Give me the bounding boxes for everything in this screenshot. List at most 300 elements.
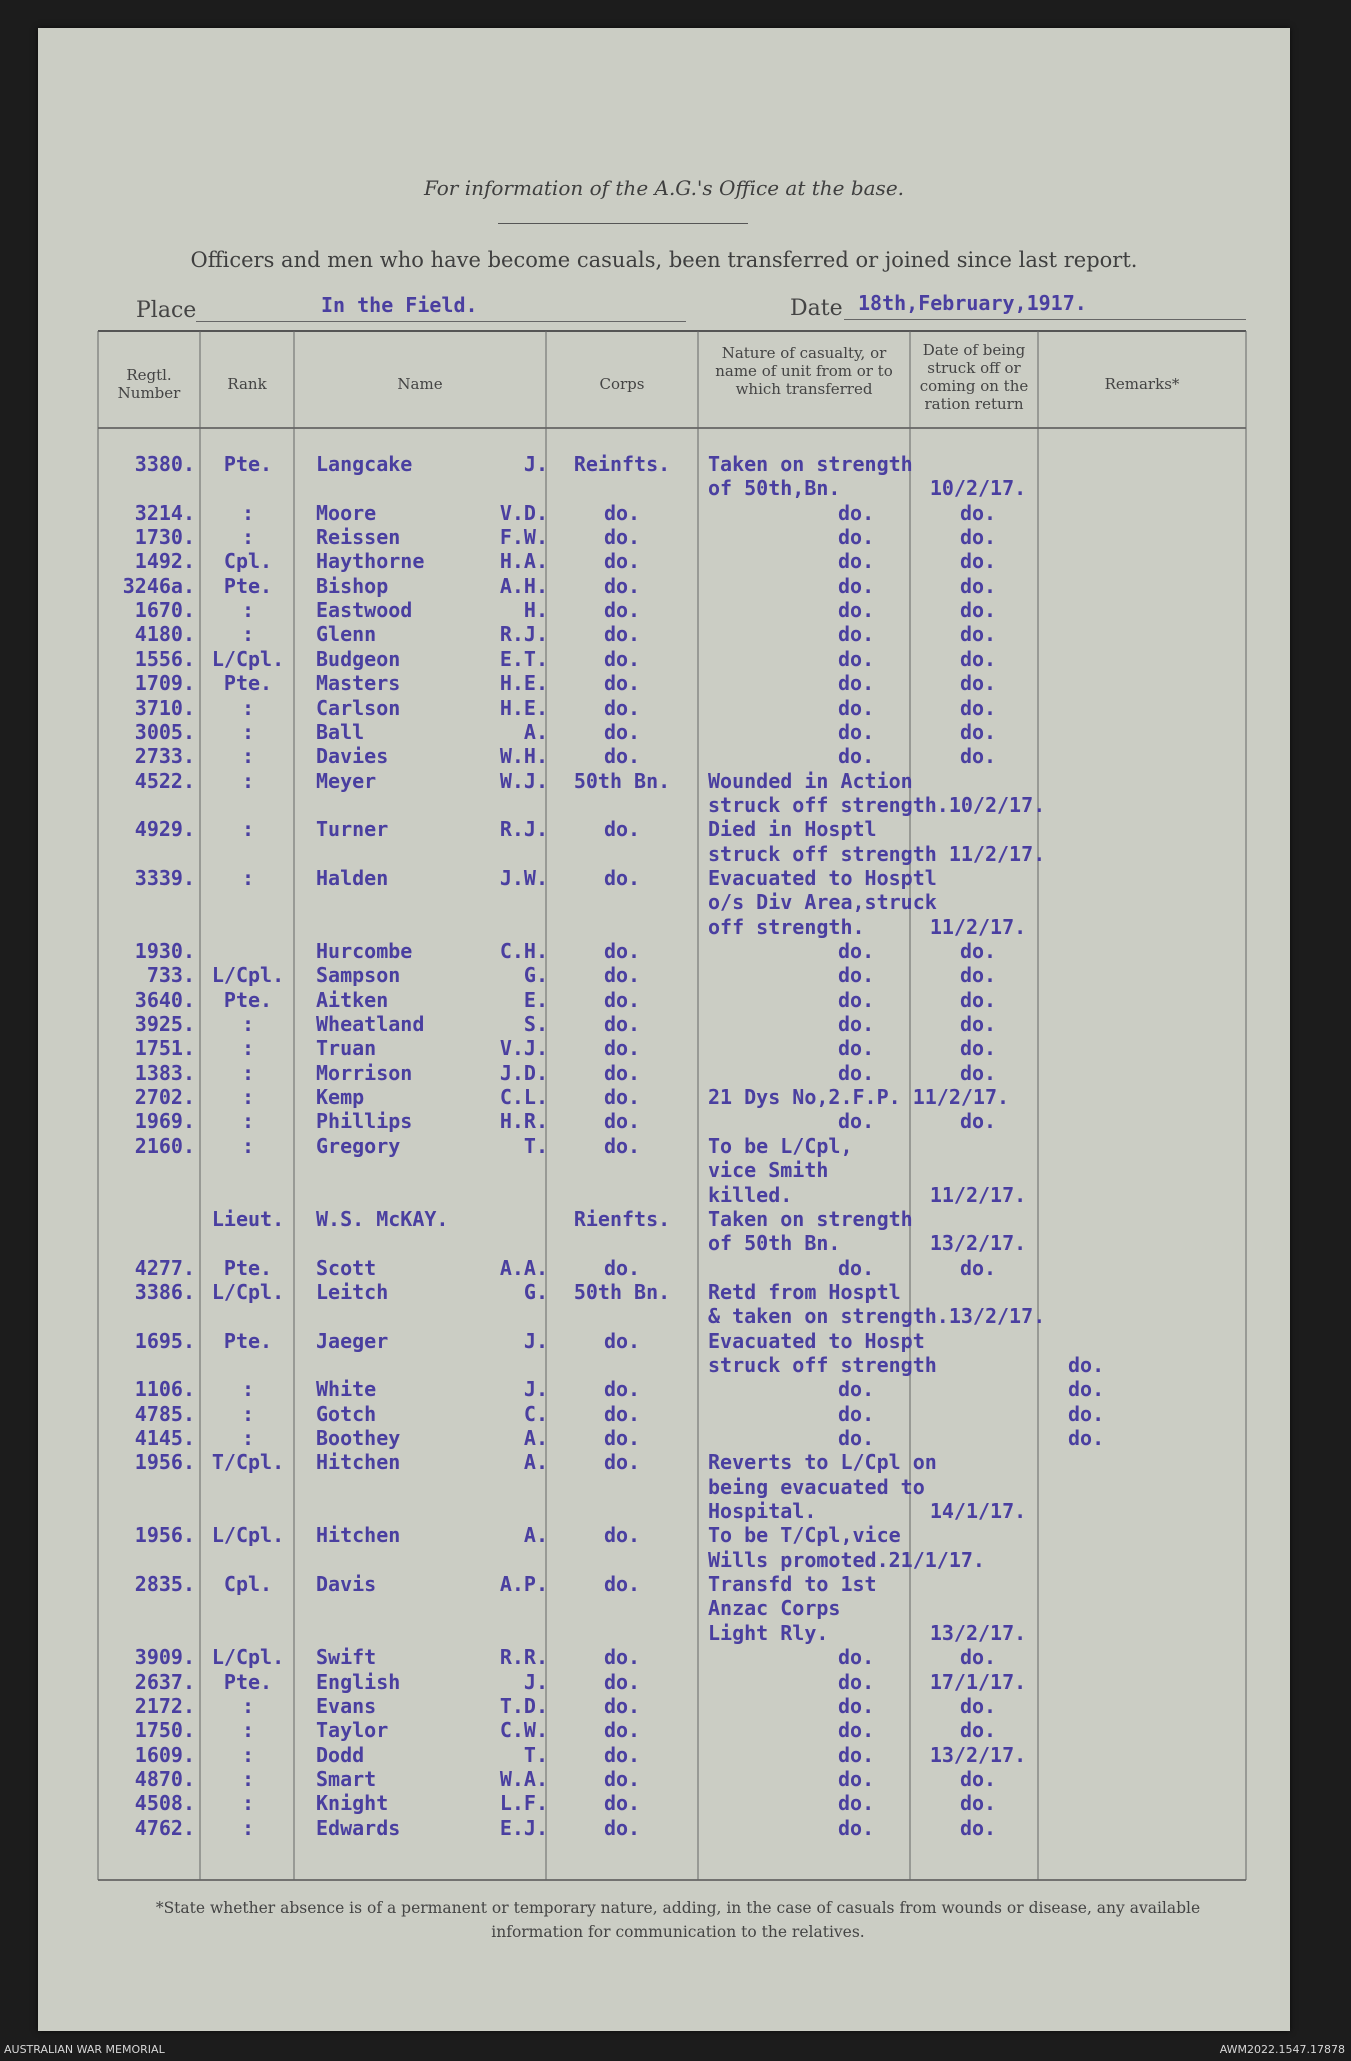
corps-cell: do. bbox=[603, 1133, 641, 1158]
initials-cell: A.P. bbox=[499, 1572, 548, 1597]
nature-cell: do. bbox=[838, 646, 875, 671]
corps-cell: do. bbox=[603, 525, 641, 550]
date-cell: do. bbox=[959, 1766, 997, 1791]
name-cell: Hitchen bbox=[316, 1523, 401, 1548]
date-cell: do. bbox=[959, 1255, 997, 1280]
nature-cell: killed. bbox=[708, 1182, 793, 1207]
nature-cell: Died in Hosptl bbox=[708, 817, 877, 842]
rank-cell: : bbox=[241, 1060, 255, 1085]
regtl-number-cell: 1670. bbox=[134, 598, 195, 623]
date-cell: do. bbox=[959, 525, 997, 550]
rank-cell: : bbox=[241, 622, 255, 647]
corps-cell: do. bbox=[603, 1815, 641, 1840]
date-cell: do. bbox=[959, 695, 997, 720]
regtl-number-cell: 4508. bbox=[134, 1791, 195, 1816]
corps-cell: do. bbox=[603, 1791, 641, 1816]
nature-cell: do. bbox=[838, 1645, 875, 1670]
corps-cell: do. bbox=[603, 1426, 641, 1450]
nature-cell: being evacuated to bbox=[708, 1474, 925, 1499]
nature-cell: do. bbox=[838, 987, 875, 1012]
rank-cell: Pte. bbox=[223, 573, 273, 598]
nature-cell: Wills promoted.21/1/17. bbox=[708, 1547, 985, 1572]
corps-cell: do. bbox=[603, 1450, 641, 1475]
nature-cell: To be L/Cpl, bbox=[708, 1133, 853, 1158]
date-cell: do. bbox=[959, 549, 997, 574]
initials-cell: F.W. bbox=[499, 525, 548, 550]
regtl-number-cell: 2702. bbox=[134, 1085, 195, 1110]
name-cell: Langcake bbox=[316, 452, 413, 476]
nature-cell: & taken on strength.13/2/17. bbox=[708, 1304, 1046, 1329]
regtl-number-cell: 1751. bbox=[134, 1036, 195, 1061]
initials-cell: E.J. bbox=[499, 1815, 548, 1840]
rank-cell: : bbox=[241, 695, 255, 720]
report-heading: Officers and men who have become casuals, been transferred or joined since last report. bbox=[190, 248, 1138, 272]
initials-cell: J.D. bbox=[499, 1060, 548, 1085]
initials-cell: C.W. bbox=[499, 1718, 548, 1743]
name-cell: W.S. McKAY. bbox=[316, 1206, 449, 1231]
corps-cell: do. bbox=[603, 987, 641, 1012]
date-cell: do. bbox=[959, 1109, 997, 1134]
nature-cell: of 50th Bn. bbox=[708, 1231, 841, 1256]
name-cell: White bbox=[316, 1377, 377, 1402]
corps-cell: 50th Bn. bbox=[573, 768, 671, 793]
date-cell: do. bbox=[959, 573, 997, 598]
name-cell: Halden bbox=[316, 865, 389, 890]
name-cell: Reissen bbox=[316, 525, 401, 550]
rank-cell: : bbox=[241, 744, 255, 769]
initials-cell: G. bbox=[523, 1279, 548, 1304]
corps-cell: do. bbox=[603, 865, 641, 890]
initials-cell: V.J. bbox=[499, 1036, 548, 1061]
initials-cell: A. bbox=[523, 719, 548, 744]
initials-cell: J. bbox=[523, 1377, 548, 1402]
regtl-number-cell: 1930. bbox=[134, 939, 195, 963]
rank-cell: : bbox=[241, 500, 255, 525]
rank-cell: : bbox=[241, 1109, 255, 1134]
nature-cell: do. bbox=[838, 1669, 875, 1694]
initials-cell: T. bbox=[523, 1133, 548, 1158]
name-cell: Haythorne bbox=[316, 549, 425, 574]
initials-cell: A. bbox=[523, 1426, 548, 1450]
date-cell: do. bbox=[959, 1012, 997, 1037]
date-cell: do. bbox=[959, 1718, 997, 1743]
rank-cell: : bbox=[241, 1718, 255, 1743]
regtl-number-cell: 2637. bbox=[134, 1669, 195, 1694]
date-cell: 11/2/17. bbox=[929, 1182, 1027, 1207]
rank-cell: : bbox=[241, 1036, 255, 1061]
initials-cell: V.D. bbox=[499, 500, 548, 525]
date-cell: 14/1/17. bbox=[929, 1499, 1027, 1524]
nature-cell: do. bbox=[838, 1718, 875, 1743]
rank-cell: : bbox=[241, 1791, 255, 1816]
rank-cell: Pte. bbox=[223, 1669, 273, 1694]
nature-cell: do. bbox=[838, 1815, 875, 1840]
corps-cell: do. bbox=[603, 573, 641, 598]
name-cell: Taylor bbox=[316, 1718, 389, 1743]
name-cell: Budgeon bbox=[316, 646, 401, 671]
name-cell: Smart bbox=[316, 1766, 377, 1791]
name-cell: Evans bbox=[316, 1693, 377, 1718]
nature-cell: 21 Dys No,2.F.P. 11/2/17. bbox=[708, 1085, 1010, 1110]
nature-cell: do. bbox=[838, 1109, 875, 1134]
regtl-number-cell: 3214. bbox=[134, 500, 195, 525]
name-cell: Kemp bbox=[316, 1085, 365, 1110]
rank-cell: L/Cpl. bbox=[211, 646, 285, 671]
rank-cell: : bbox=[241, 598, 255, 623]
nature-cell: Retd from Hosptl bbox=[708, 1279, 901, 1304]
nature-cell: Transfd to 1st bbox=[708, 1572, 877, 1597]
nature-cell: do. bbox=[838, 1791, 875, 1816]
corps-cell: do. bbox=[603, 500, 641, 525]
initials-cell: H.R. bbox=[499, 1109, 548, 1134]
regtl-number-cell: 2160. bbox=[134, 1133, 195, 1158]
initials-cell: A.A. bbox=[499, 1255, 548, 1280]
name-cell: Sampson bbox=[316, 963, 401, 988]
rank-cell: : bbox=[241, 1085, 255, 1110]
date-cell: do. bbox=[959, 500, 997, 525]
date-cell: 13/2/17. bbox=[929, 1620, 1027, 1645]
initials-cell: H.E. bbox=[499, 671, 548, 696]
rank-cell: Pte. bbox=[223, 1255, 273, 1280]
regtl-number-cell: 1969. bbox=[134, 1109, 195, 1134]
nature-cell: do. bbox=[838, 1036, 875, 1061]
column-header-remarks: Remarks* bbox=[1104, 375, 1180, 393]
rank-cell: : bbox=[241, 817, 255, 842]
date-cell: do. bbox=[959, 1693, 997, 1718]
initials-cell: H. bbox=[523, 598, 548, 623]
rank-cell: : bbox=[241, 1133, 255, 1158]
name-cell: Boothey bbox=[316, 1426, 401, 1450]
date-cell: do. bbox=[959, 963, 997, 988]
corps-cell: do. bbox=[603, 1742, 641, 1767]
rank-cell: : bbox=[241, 1401, 255, 1426]
regtl-number-cell: 3640. bbox=[134, 987, 195, 1012]
nature-cell: do. bbox=[838, 1060, 875, 1085]
nature-cell: do. bbox=[838, 695, 875, 720]
corps-cell: do. bbox=[603, 1060, 641, 1085]
corps-cell: do. bbox=[603, 1255, 641, 1280]
date-value: 18th,February,1917. bbox=[858, 291, 1087, 315]
corps-cell: do. bbox=[603, 549, 641, 574]
initials-cell: J.W. bbox=[499, 865, 548, 890]
initials-cell: H.E. bbox=[499, 695, 548, 720]
regtl-number-cell: 3005. bbox=[134, 719, 195, 744]
name-cell: Truan bbox=[316, 1036, 377, 1061]
name-cell: Glenn bbox=[316, 622, 377, 647]
name-cell: Swift bbox=[316, 1645, 377, 1670]
rank-cell: : bbox=[241, 719, 255, 744]
rank-cell: Cpl. bbox=[223, 1572, 273, 1597]
rank-cell: : bbox=[241, 1012, 255, 1037]
initials-cell: T.D. bbox=[499, 1693, 548, 1718]
nature-cell: o/s Div Area,struck bbox=[708, 890, 937, 915]
rank-cell: L/Cpl. bbox=[211, 963, 285, 988]
nature-cell: struck off strength 11/2/17. bbox=[708, 841, 1046, 866]
name-cell: Turner bbox=[316, 817, 389, 842]
initials-cell: W.J. bbox=[499, 768, 548, 793]
date-cell: do. bbox=[959, 671, 997, 696]
corps-cell: do. bbox=[603, 598, 641, 623]
name-cell: Knight bbox=[316, 1791, 389, 1816]
corps-cell: do. bbox=[603, 744, 641, 769]
nature-cell: Hospital. bbox=[708, 1499, 817, 1524]
date-cell: do. bbox=[959, 1791, 997, 1816]
date-label: Date bbox=[790, 296, 843, 321]
nature-cell: Wounded in Action bbox=[708, 768, 913, 793]
name-cell: Davis bbox=[316, 1572, 377, 1597]
rank-cell: T/Cpl. bbox=[211, 1450, 285, 1475]
name-cell: Meyer bbox=[316, 768, 377, 793]
rank-cell: : bbox=[241, 1693, 255, 1718]
initials-cell: E.T. bbox=[499, 646, 548, 671]
date-cell: do. bbox=[959, 987, 997, 1012]
info-heading: For information of the A.G.'s Office at the base. bbox=[423, 176, 905, 200]
nature-cell: To be T/Cpl,vice bbox=[708, 1523, 901, 1548]
initials-cell: S. bbox=[523, 1012, 548, 1037]
nature-cell: do. bbox=[838, 549, 875, 574]
document-page bbox=[38, 28, 1290, 2031]
corps-cell: do. bbox=[603, 939, 641, 963]
corps-cell: do. bbox=[603, 1036, 641, 1061]
remarks-cell: do. bbox=[1068, 1401, 1105, 1426]
corps-cell: do. bbox=[603, 671, 641, 696]
name-cell: Wheatland bbox=[316, 1012, 425, 1037]
date-rule bbox=[844, 319, 1246, 320]
corps-cell: do. bbox=[603, 1328, 641, 1353]
place-label: Place bbox=[136, 298, 197, 323]
corps-cell: do. bbox=[603, 719, 641, 744]
regtl-number-cell: 1609. bbox=[134, 1742, 195, 1767]
date-cell: do. bbox=[959, 1060, 997, 1085]
corps-cell: do. bbox=[603, 1669, 641, 1694]
column-header-regtl: Regtl. Number bbox=[117, 366, 181, 402]
regtl-number-cell: 1556. bbox=[134, 646, 195, 671]
regtl-number-cell: 1956. bbox=[134, 1523, 195, 1548]
divider bbox=[498, 223, 748, 224]
remarks-cell: do. bbox=[1068, 1377, 1105, 1402]
name-cell: English bbox=[316, 1669, 401, 1694]
corps-cell: do. bbox=[603, 817, 641, 842]
regtl-number-cell: 3925. bbox=[134, 1012, 195, 1037]
nature-cell: do. bbox=[838, 622, 875, 647]
rank-cell: Pte. bbox=[223, 1328, 273, 1353]
regtl-number-cell: 4785. bbox=[134, 1401, 195, 1426]
name-cell: Hitchen bbox=[316, 1450, 401, 1475]
date-cell: do. bbox=[959, 1036, 997, 1061]
date-cell: do. bbox=[959, 1645, 997, 1670]
name-cell: Davies bbox=[316, 744, 389, 769]
initials-cell: H.A. bbox=[499, 549, 548, 574]
initials-cell: C.H. bbox=[499, 939, 548, 963]
rank-cell: L/Cpl. bbox=[211, 1523, 285, 1548]
nature-cell: Taken on strength bbox=[708, 1206, 913, 1231]
regtl-number-cell: 3710. bbox=[134, 695, 195, 720]
corps-cell: do. bbox=[603, 1401, 641, 1426]
name-cell: Jaeger bbox=[316, 1328, 389, 1353]
regtl-number-cell: 4762. bbox=[134, 1815, 195, 1840]
regtl-number-cell: 1106. bbox=[134, 1377, 195, 1402]
nature-cell: do. bbox=[838, 525, 875, 550]
initials-cell: A. bbox=[523, 1523, 548, 1548]
initials-cell: R.J. bbox=[499, 817, 548, 842]
nature-cell: do. bbox=[838, 598, 875, 623]
name-cell: Masters bbox=[316, 671, 401, 696]
regtl-number-cell: 3246a. bbox=[122, 573, 195, 598]
initials-cell: T. bbox=[523, 1742, 548, 1767]
initials-cell: A.H. bbox=[499, 573, 548, 598]
nature-cell: do. bbox=[838, 1012, 875, 1037]
nature-cell: do. bbox=[838, 744, 875, 769]
corps-cell: Reinfts. bbox=[573, 452, 671, 476]
regtl-number-cell: 1730. bbox=[134, 525, 195, 550]
corps-cell: do. bbox=[603, 1572, 641, 1597]
name-cell: Morrison bbox=[316, 1060, 413, 1085]
column-header-name: Name bbox=[397, 375, 443, 393]
name-cell: Gotch bbox=[316, 1401, 377, 1426]
name-cell: Aitken bbox=[316, 987, 389, 1012]
nature-cell: do. bbox=[838, 500, 875, 525]
regtl-number-cell: 1709. bbox=[134, 671, 195, 696]
name-cell: Bishop bbox=[316, 573, 389, 598]
initials-cell: J. bbox=[523, 1328, 548, 1353]
corps-cell: do. bbox=[603, 1012, 641, 1037]
rank-cell: Cpl. bbox=[223, 549, 273, 574]
rank-cell: : bbox=[241, 1766, 255, 1791]
column-header-nature: Nature of casualty, or name of unit from or to which transferred bbox=[715, 344, 893, 398]
nature-cell: Evacuated to Hosptl bbox=[708, 865, 937, 890]
date-cell: 11/2/17. bbox=[929, 914, 1027, 939]
regtl-number-cell: 4522. bbox=[134, 768, 195, 793]
nature-cell: do. bbox=[838, 1742, 875, 1767]
name-cell: Gregory bbox=[316, 1133, 401, 1158]
corps-cell: 50th Bn. bbox=[573, 1279, 671, 1304]
nature-cell: do. bbox=[838, 963, 875, 988]
initials-cell: G. bbox=[523, 963, 548, 988]
nature-cell: vice Smith bbox=[708, 1158, 829, 1183]
place-rule bbox=[196, 321, 686, 322]
name-cell: Phillips bbox=[316, 1109, 413, 1134]
corps-cell: do. bbox=[603, 1645, 641, 1670]
regtl-number-cell: 4180. bbox=[134, 622, 195, 647]
rank-cell: Lieut. bbox=[211, 1206, 285, 1231]
name-cell: Dodd bbox=[316, 1742, 365, 1767]
regtl-number-cell: 2172. bbox=[134, 1693, 195, 1718]
corps-cell: do. bbox=[603, 1766, 641, 1791]
name-cell: Ball bbox=[316, 719, 365, 744]
regtl-number-cell: 4145. bbox=[134, 1426, 195, 1450]
regtl-number-cell: 733. bbox=[146, 963, 195, 988]
regtl-number-cell: 4870. bbox=[134, 1766, 195, 1791]
nature-cell: do. bbox=[838, 1255, 875, 1280]
remarks-cell: do. bbox=[1068, 1352, 1105, 1377]
initials-cell: R.R. bbox=[499, 1645, 548, 1670]
regtl-number-cell: 1383. bbox=[134, 1060, 195, 1085]
rank-cell: Pte. bbox=[223, 987, 273, 1012]
regtl-number-cell: 2733. bbox=[134, 744, 195, 769]
corps-cell: do. bbox=[603, 1109, 641, 1134]
name-cell: Carlson bbox=[316, 695, 401, 720]
regtl-number-cell: 1750. bbox=[134, 1718, 195, 1743]
rank-cell: Pte. bbox=[223, 452, 273, 476]
nature-cell: do. bbox=[838, 1766, 875, 1791]
date-cell: 10/2/17. bbox=[929, 476, 1027, 501]
initials-cell: J. bbox=[523, 1669, 548, 1694]
nature-cell: struck off strength bbox=[708, 1352, 937, 1377]
rank-cell: : bbox=[241, 1815, 255, 1840]
initials-cell: E. bbox=[523, 987, 548, 1012]
date-cell: do. bbox=[959, 1815, 997, 1840]
date-cell: do. bbox=[959, 646, 997, 671]
name-cell: Moore bbox=[316, 500, 377, 525]
corps-cell: do. bbox=[603, 1377, 641, 1402]
initials-cell: J. bbox=[523, 452, 548, 476]
name-cell: Hurcombe bbox=[316, 939, 413, 963]
column-header-rank: Rank bbox=[227, 375, 267, 393]
initials-cell: C.L. bbox=[499, 1085, 548, 1110]
name-cell: Leitch bbox=[316, 1279, 389, 1304]
nature-cell: do. bbox=[838, 1426, 875, 1450]
corps-cell: do. bbox=[603, 646, 641, 671]
rank-cell: : bbox=[241, 1377, 255, 1402]
date-cell: 17/1/17. bbox=[929, 1669, 1027, 1694]
rank-cell: : bbox=[241, 1742, 255, 1767]
nature-cell: struck off strength.10/2/17. bbox=[708, 792, 1046, 817]
nature-cell: off strength. bbox=[708, 914, 865, 939]
corps-cell: do. bbox=[603, 622, 641, 647]
regtl-number-cell: 3386. bbox=[134, 1279, 195, 1304]
footnote: *State whether absence is of a permanent or temporary nature, adding, in the case of casuals from wounds or disease, any available information for communication to the relatives. bbox=[155, 1899, 1201, 1941]
nature-cell: do. bbox=[838, 671, 875, 696]
rank-cell: L/Cpl. bbox=[211, 1645, 285, 1670]
regtl-number-cell: 1695. bbox=[134, 1328, 195, 1353]
place-value: In the Field. bbox=[321, 293, 478, 317]
regtl-number-cell: 4929. bbox=[134, 817, 195, 842]
name-cell: Eastwood bbox=[316, 598, 413, 623]
corps-cell: Rienfts. bbox=[573, 1206, 671, 1231]
regtl-number-cell: 3909. bbox=[134, 1645, 195, 1670]
corps-cell: do. bbox=[603, 695, 641, 720]
corps-cell: do. bbox=[603, 963, 641, 988]
nature-cell: Evacuated to Hospt bbox=[708, 1328, 925, 1353]
footer-credit: AUSTRALIAN WAR MEMORIAL bbox=[4, 2043, 165, 2056]
regtl-number-cell: 4277. bbox=[134, 1255, 195, 1280]
date-cell: do. bbox=[959, 622, 997, 647]
date-cell: do. bbox=[959, 719, 997, 744]
nature-cell: Taken on strength bbox=[708, 452, 913, 476]
date-cell: do. bbox=[959, 744, 997, 769]
corps-cell: do. bbox=[603, 1085, 641, 1110]
nature-cell: of 50th,Bn. bbox=[708, 476, 841, 501]
corps-cell: do. bbox=[603, 1693, 641, 1718]
regtl-number-cell: 1956. bbox=[134, 1450, 195, 1475]
nature-cell: do. bbox=[838, 1693, 875, 1718]
date-cell: do. bbox=[959, 939, 997, 963]
initials-cell: C. bbox=[523, 1401, 548, 1426]
initials-cell: L.F. bbox=[499, 1791, 548, 1816]
remarks-cell: do. bbox=[1068, 1426, 1105, 1450]
footer-accession-number: AWM2022.1547.17878 bbox=[1219, 2043, 1345, 2056]
column-header-corps: Corps bbox=[599, 375, 645, 393]
nature-cell: Light Rly. bbox=[708, 1620, 829, 1645]
regtl-number-cell: 2835. bbox=[134, 1572, 195, 1597]
nature-cell: Anzac Corps bbox=[708, 1596, 841, 1621]
initials-cell: W.A. bbox=[499, 1766, 548, 1791]
name-cell: Edwards bbox=[316, 1815, 401, 1840]
regtl-number-cell: 3380. bbox=[134, 452, 195, 476]
regtl-number-cell: 3339. bbox=[134, 865, 195, 890]
column-header-date: Date of being struck off or coming on the ration return bbox=[919, 341, 1029, 413]
nature-cell: do. bbox=[838, 939, 875, 963]
